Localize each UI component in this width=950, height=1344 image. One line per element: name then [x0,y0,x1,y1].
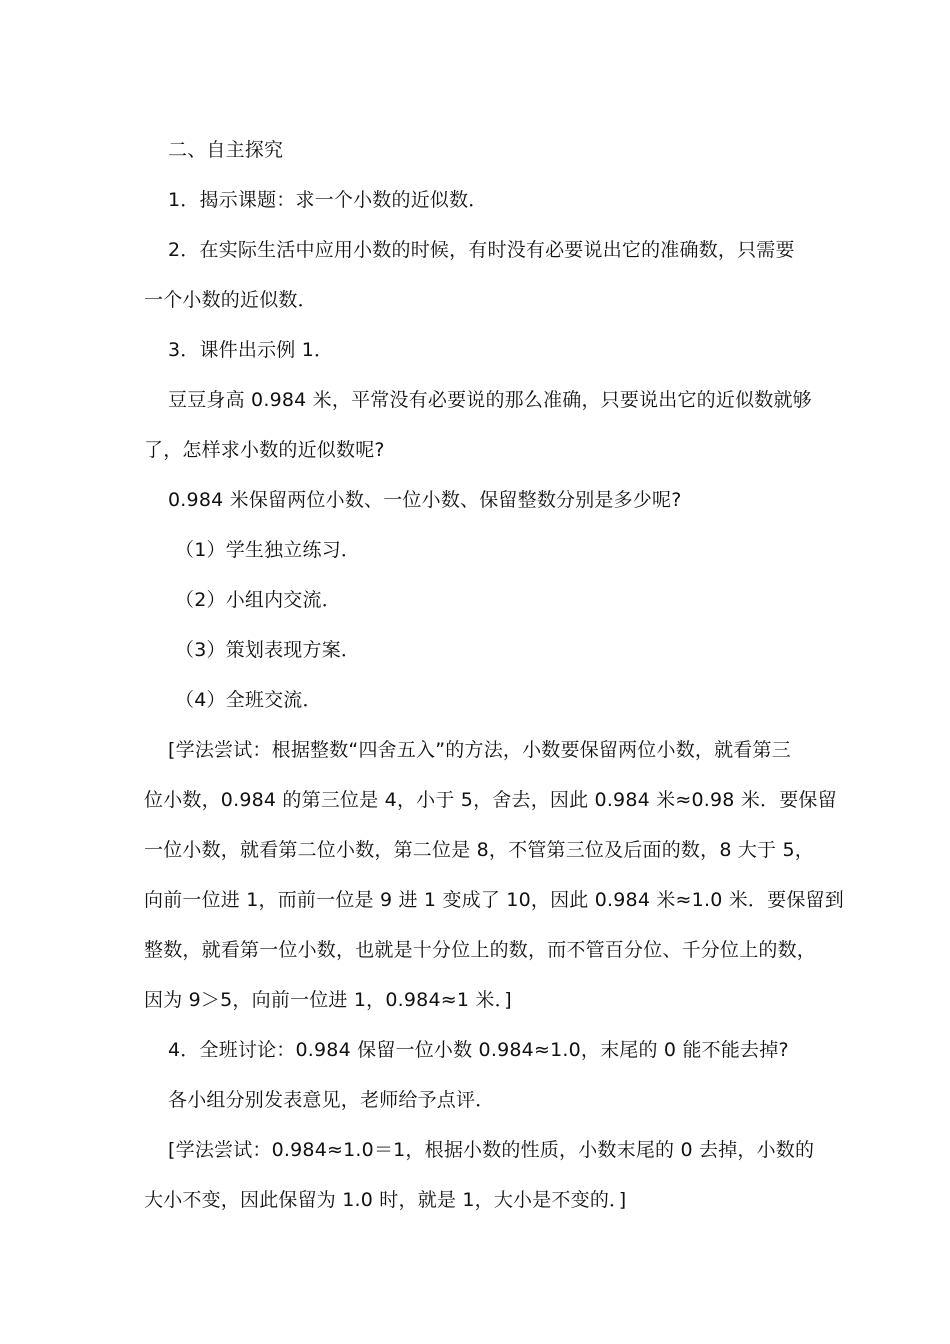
paragraph-line: 各小组分别发表意见，老师给予点评． [168,1089,495,1111]
paragraph-line: 大小不变，因此保留为 1.0 时，就是 1，大小是不变的．] [144,1189,627,1211]
paragraph-line: 因为 9＞5，向前一位进 1，0.984≈1 米．] [144,989,512,1011]
paragraph-line: 一个小数的近似数． [144,289,317,311]
section-heading: 二、自主探究 [168,139,284,161]
paragraph-line: [学法尝试：根据整数“四舍五入”的方法，小数要保留两位小数，就看第三 [168,739,791,761]
list-item: （1）学生独立练习． [175,539,361,561]
paragraph-line: 位小数，0.984 的第三位是 4，小于 5，舍去，因此 0.984 米≈0.98 米．要保留 [144,789,837,811]
list-item: （3）策划表现方案． [175,639,361,661]
document-body [144,125,844,1225]
paragraph-line: 一位小数，就看第二位小数，第二位是 8，不管第三位及后面的数，8 大于 5， [144,839,814,861]
paragraph-line: 2．在实际生活中应用小数的时候，有时没有必要说出它的准确数，只需要 [168,239,795,261]
paragraph-line: 豆豆身高 0.984 米，平常没有必要说的那么准确，只要说出它的近似数就够 [168,389,812,411]
paragraph-line: 1．揭示课题：求一个小数的近似数． [168,189,488,211]
paragraph-line: 向前一位进 1，而前一位是 9 进 1 变成了 10，因此 0.984 米≈1.0 米．要保留到 [144,889,844,911]
paragraph-line: 3．课件出示例 1． [168,339,334,361]
paragraph-line: 了，怎样求小数的近似数呢? [144,439,385,461]
list-item: （2）小组内交流． [175,589,341,611]
paragraph-line: 0.984 米保留两位小数、一位小数、保留整数分别是多少呢? [168,489,682,511]
paragraph-line: 整数，就看第一位小数，也就是十分位上的数，而不管百分位、千分位上的数， [144,939,817,961]
paragraph-line: [学法尝试：0.984≈1.0＝1，根据小数的性质，小数末尾的 0 去掉，小数的 [168,1139,815,1161]
paragraph-line: 4．全班讨论：0.984 保留一位小数 0.984≈1.0，末尾的 0 能不能去掉? [168,1039,789,1061]
list-item: （4）全班交流． [175,689,322,711]
